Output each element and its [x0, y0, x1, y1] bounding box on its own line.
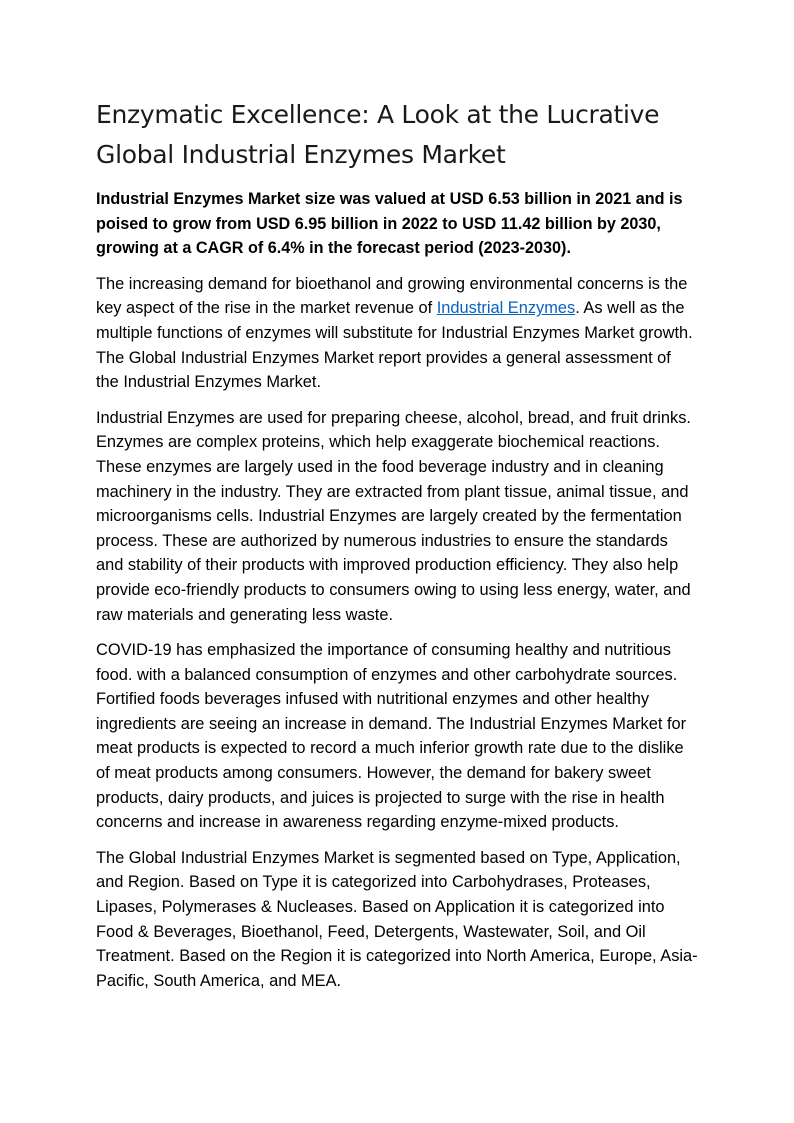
- paragraph-demand-text-after: . As well as the multiple functions of enzymes will substitute for Industrial Enzymes Market growth. The Global Industrial Enzymes Market report provides a general assessment of the Industrial Enzymes Market.: [96, 299, 693, 392]
- lead-paragraph: Industrial Enzymes Market size was valued at USD 6.53 billion in 2021 and is poised to grow from USD 6.95 billion in 2022 to USD 11.42 billion by 2030, growing at a CAGR of 6.4% in the forecast period (2023-2030).: [96, 190, 683, 258]
- paragraph-uses: Industrial Enzymes are used for preparing cheese, alcohol, bread, and fruit drinks. Enzymes are complex proteins, which help exaggerate biochemical reactions. These enzymes are largely used in the food beverage industry and in cleaning machinery in the industry. They are extracted from plant tissue, animal tissue, and microorganisms cells. Industrial Enzymes are largely created by the fermentation process. These are authorized by numerous industries to ensure the standards and stability of their products with improved production efficiency. They also help provide eco-friendly products to consumers owing to using less energy, water, and raw materials and generating less waste.: [96, 408, 691, 624]
- industrial-enzymes-link[interactable]: Industrial Enzymes: [436, 299, 576, 318]
- paragraph-demand-text-before: The increasing demand for bioethanol and growing environmental concerns is the key aspect of the rise in the market revenue of: [96, 274, 688, 318]
- paragraph-demand: [96, 272, 698, 395]
- document-page: [96, 95, 698, 993]
- paragraph-segmentation: The Global Industrial Enzymes Market is segmented based on Type, Application, and Region. Based on Type it is categorized into Carbohydrases, Proteases, Lipases, Polymerases & Nucleases. Based on Application it is categorized into Food & Beverages, Bioethanol, Feed, Detergents, Wastewater, Soil, and Oil Treatment. Based on the Region it is categorized into North America, Europe, Asia-Pacific, South America, and MEA.: [96, 848, 698, 990]
- paragraph-covid: COVID-19 has emphasized the importance of consuming healthy and nutritious food. with a balanced consumption of enzymes and other carbohydrate sources. Fortified foods beverages infused with nutritional enzymes and other healthy ingredients are seeing an increase in demand. The Industrial Enzymes Market for meat products is expected to record a much inferior growth rate due to the dislike of meat products among consumers. However, the demand for bakery sweet products, dairy products, and juices is projected to surge with the rise in health concerns and increase in awareness regarding enzyme-mixed products.: [96, 641, 687, 832]
- article-title-line-2: Global Industrial Enzymes Market: [96, 140, 506, 169]
- article-title: [96, 95, 698, 175]
- article-title-line-1: Enzymatic Excellence: A Look at the Lucrative: [96, 100, 660, 129]
